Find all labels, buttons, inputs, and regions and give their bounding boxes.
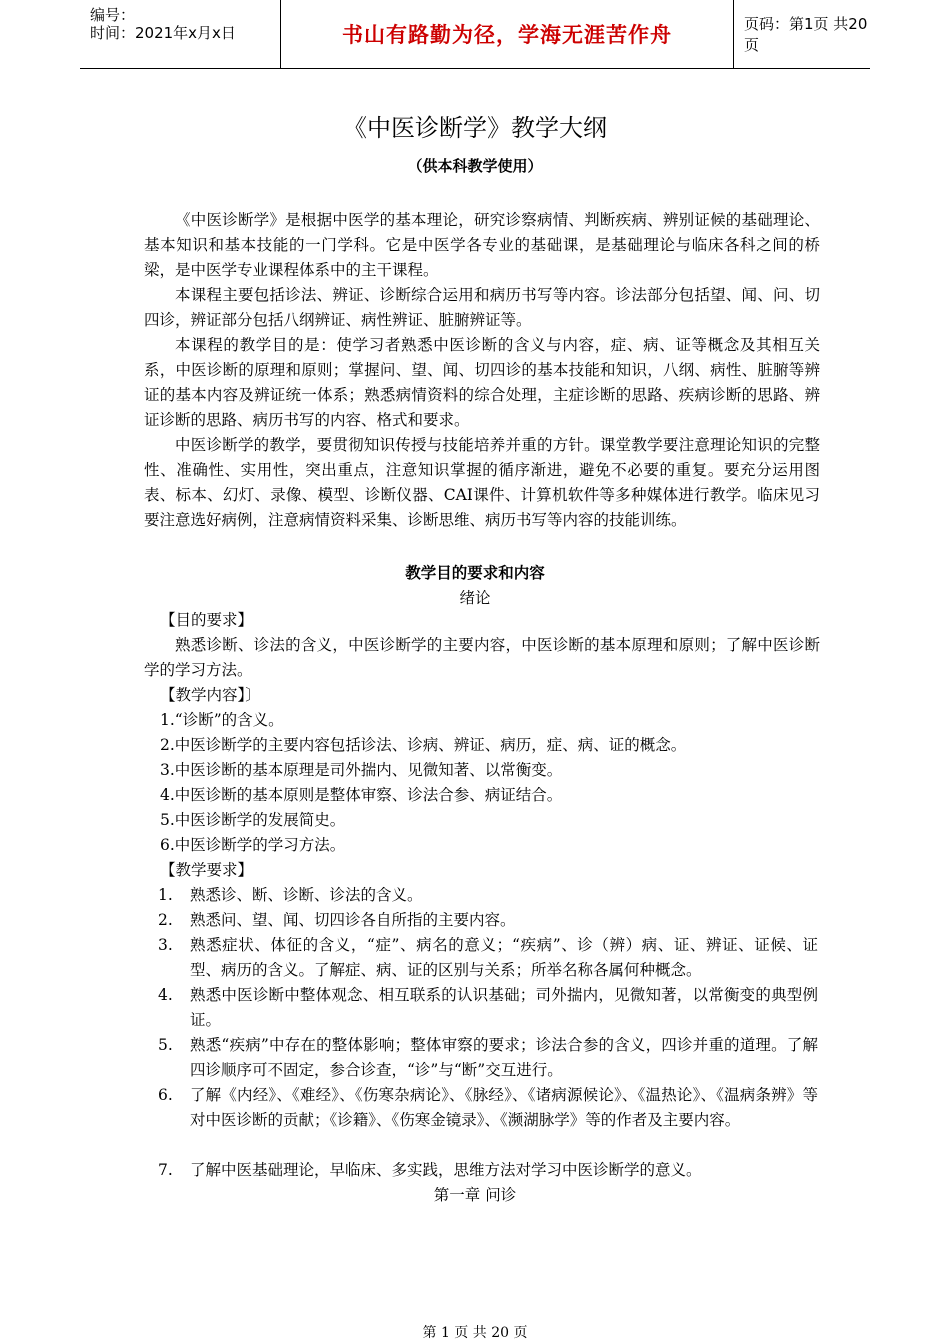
requirement-text: 了解中医基础理论，早临床、多实践，思维方法对学习中医诊断学的意义。 [190,1161,702,1179]
requirements-label: 【教学要求】 [160,861,254,879]
aims-label: 【目的要求】 [160,611,254,629]
requirement-item [158,908,818,933]
aims-text: 熟悉诊断、诊法的含义，中医诊断学的主要内容，中医诊断的基本原理和原则；了解中医诊断学的学习方法。 [144,636,820,679]
requirement-text: 熟悉诊、断、诊断、诊法的含义。 [190,886,423,904]
requirement-text: 熟悉中医诊断中整体观念、相互联系的认识基础；司外揣内，见微知著，以常衡变的典型例证。 [190,986,818,1029]
requirement-number: 6. [158,1086,173,1104]
content-item: 4.中医诊断的基本原则是整体审察、诊法合参、病证结合。 [160,786,563,804]
requirement-text: 熟悉问、望、闻、切四诊各自所指的主要内容。 [190,911,516,929]
requirement-item [158,933,818,983]
content-item: 3.中医诊断的基本原理是司外揣内、见微知著、以常衡变。 [160,761,563,779]
content-item: 5.中医诊断学的发展简史。 [160,811,346,829]
content-label: 【教学内容】〕 [160,686,261,704]
requirement-number: 1. [158,886,173,904]
intro-section [144,208,820,533]
requirement-item [158,883,818,908]
chapter-heading: 第一章 问诊 [433,1186,517,1204]
intro-paragraph: 中医诊断学的教学，要贯彻知识传授与技能培养并重的方针。课堂教学要注意理论知识的完整性、准确性、实用性，突出重点，注意知识掌握的循序渐进，避免不必要的重复。要充分运用图表、标本、幻灯、录像、模型、诊断仪器、CAI课件、计算机软件等多种媒体进行教学。临床见习要注意选好病例，注意病情资料采集、诊断思维、病历书写等内容的技能训练。 [144,436,820,529]
page-header [80,0,870,69]
number-label: 编号： [90,6,136,24]
intro-paragraph: 本课程的教学目的是：使学习者熟悉中医诊断的含义与内容，症、病、证等概念及其相互关系，中医诊断的原理和原则；掌握问、望、闻、切四诊的基本技能和知识，八纲、病性、脏腑等辨证的基本内容及辨证统一体系；熟悉病情资料的综合处理，主症诊断的思路、疾病诊断的思路、辨证诊断的思路、病历书写的内容、格式和要求。 [144,336,820,429]
page-footer: 第 1 页 共 20 页 [422,1325,528,1341]
content-item: 2.中医诊断学的主要内容包括诊法、诊病、辨证、病历，症、病、证的概念。 [160,736,687,754]
motto-text: 书山有路勤为径，学海无涯苦作舟 [342,23,672,47]
header-page-cell [734,0,870,68]
requirement-text: 熟悉症状、体征的含义，“症”、病名的意义；“疾病”、诊（辨）病、证、辨证、证候、证型、病历的含义。了解症、病、证的区别与关系；所举名称各属何种概念。 [190,936,818,979]
requirement-item [158,1033,818,1083]
requirement-text: 了解《内经》、《难经》、《伤寒杂病论》、《脉经》、《诸病源候论》、《温热论》、《温病条辨》等对中医诊断的贡献；《诊籍》、《伤寒金镜录》、《濒湖脉学》等的作者及主要内容。 [190,1086,818,1129]
requirement-number: 3. [158,936,173,954]
section-heading: 教学目的要求和内容 [405,564,545,582]
aims-text-block [144,633,820,683]
requirement-number: 5. [158,1036,173,1054]
intro-paragraph: 本课程主要包括诊法、辨证、诊断综合运用和病历书写等内容。诊法部分包括望、闻、问、切四诊，辨证部分包括八纲辨证、病性辨证、脏腑辨证等。 [144,286,820,329]
content-item: 1.“诊断”的含义。 [160,711,284,729]
chapter-heading-intro: 绪论 [459,589,491,607]
requirement-item [158,1158,818,1183]
requirement-number: 4. [158,986,173,1004]
header-meta-cell [80,0,281,68]
requirement-number: 2. [158,911,173,929]
time-label: 时间：2021年x月x日 [90,24,236,42]
requirement-text: 熟悉“疾病”中存在的整体影响；整体审察的要求；诊法合参的含义，四诊并重的道理。了解四诊顺序可不固定，参合诊查，“诊”与“断”交互进行。 [190,1036,818,1079]
page-info: 页码：第1页 共20页 [744,15,868,54]
requirement-item [158,1083,818,1133]
requirement-item [158,983,818,1033]
content-item: 6.中医诊断学的学习方法。 [160,836,346,854]
document-title: 《中医诊断学》教学大纲 [343,114,607,142]
document-subtitle: （供本科教学使用） [407,157,543,175]
intro-paragraph: 《中医诊断学》是根据中医学的基本理论，研究诊察病情、判断疾病、辨别证候的基础理论、基本知识和基本技能的一门学科。它是中医学各专业的基础课，是基础理论与临床各科之间的桥梁，是中医学专业课程体系中的主干课程。 [144,211,820,279]
requirement-number: 7. [158,1161,173,1179]
header-motto-cell [281,0,734,68]
